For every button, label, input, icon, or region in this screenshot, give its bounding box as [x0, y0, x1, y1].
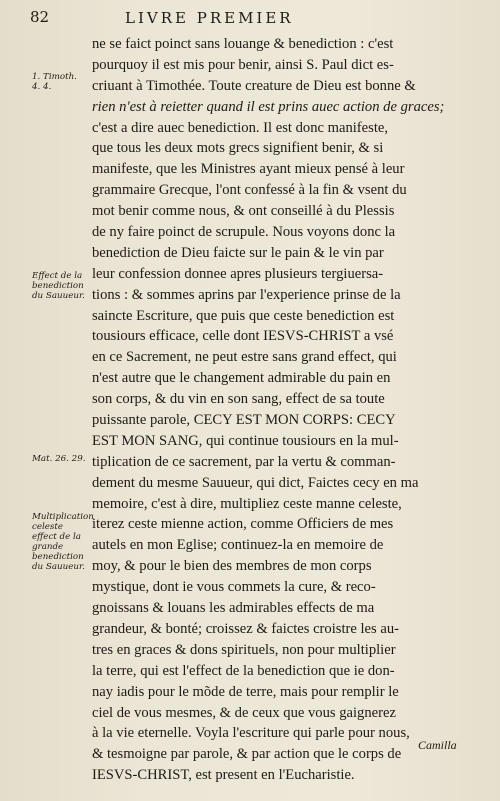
margin-note: 1. Timoth. 4. 4.	[32, 72, 77, 92]
text-line: tousiours efficace, celle dont IESVS-CHRIST a vsé	[92, 328, 394, 345]
text-line: benediction de Dieu faicte sur le pain & le vin par	[92, 244, 384, 261]
text-line: que tous les deux mots grecs signifient benir, & si	[92, 140, 384, 157]
text-line: mystique, dont ie vous commets la cure, & reco-	[92, 579, 376, 596]
text-line: EST MON SANG, qui continue tousiours en la mul-	[92, 432, 399, 449]
text-line: la terre, qui est l'effect de la benediction que ie don-	[92, 662, 395, 679]
text-line: son corps, & du vin en son sang, effect de sa toute	[92, 391, 385, 408]
text-line: saincte Escriture, que puis que ceste benediction est	[92, 307, 395, 324]
margin-note: Multiplication celeste effect de la grande benediction du Sauueur.	[32, 512, 94, 572]
text-line: grandeur, & bonté; croissez & faictes croistre les au-	[92, 620, 399, 637]
text-line: de ny faire poinct de scrupule. Nous voyons donc la	[92, 224, 396, 241]
text-line: gnoissans & louans les admirables effects de ma	[92, 600, 375, 617]
text-line: à la vie eternelle. Voyla l'escriture qui parle pour nous,	[92, 725, 410, 742]
text-line: mot benir comme nous, & ont conseillé à du Plessis	[92, 203, 395, 220]
text-line: iterez ceste mienne action, comme Officiers de mes	[92, 516, 394, 533]
text-line: leur confession donnee apres plusieurs tergiuersa-	[92, 265, 384, 282]
margin-note: Mat. 26. 29.	[32, 454, 86, 464]
text-line: tions : & sommes aprins par l'experience prinse de la	[92, 286, 401, 303]
text-line: pourquoy il est mis pour benir, ainsi S. Paul dict es-	[92, 56, 394, 73]
text-line: manifeste, que les Ministres ayant mieux pensé à leur	[92, 161, 405, 178]
text-line: memoire, c'est à dire, multipliez ceste manne celeste,	[92, 495, 402, 512]
text-line: autels en mon Eglise; continuez-la en memoire de	[92, 537, 384, 554]
text-line: dement du mesme Sauueur, qui dict, Faictes cecy en ma	[92, 474, 419, 491]
running-title: LIVRE PREMIER	[125, 9, 294, 27]
text-line: & tesmoigne par parole, & par action que le corps de	[92, 746, 402, 763]
text-line: tres en graces & dons spirituels, non pour multiplier	[92, 641, 396, 658]
text-line: tiplication de ce sacrement, par la vertu & comman-	[92, 453, 396, 470]
margin-note: Effect de la benediction du Sauueur.	[32, 271, 85, 301]
text-line: ciel de vous mesmes, & de ceux que vous gaignerez	[92, 704, 396, 721]
catchword: Camilla	[418, 738, 457, 752]
text-line: criuant à Timothée. Toute creature de Dieu est bonne &	[92, 77, 416, 94]
text-line: IESVS-CHRIST, est present en l'Eucharistie.	[92, 767, 355, 784]
text-line: puissante parole, CECY EST MON CORPS: CECY	[92, 412, 396, 429]
text-line: moy, & pour le bien des membres de mon corps	[92, 558, 372, 575]
text-line: en ce Sacrement, ne peut estre sans grand effect, qui	[92, 349, 397, 366]
text-line: c'est a dire auec benediction. Il est donc manifeste,	[92, 119, 389, 136]
text-line: grammaire Grecque, l'ont confessé à la fin & vsent du	[92, 182, 407, 199]
text-line: nay iadis pour le mõde de terre, mais pour remplir le	[92, 683, 399, 700]
text-line: ne se faict poinct sans louange & benediction : c'est	[92, 36, 394, 52]
body-text	[92, 34, 488, 786]
text-line: n'est autre que le changement admirable du pain en	[92, 370, 391, 387]
text-line: rien n'est à reietter quand il est prins auec action de graces;	[92, 98, 445, 115]
page-number: 82	[30, 8, 50, 26]
